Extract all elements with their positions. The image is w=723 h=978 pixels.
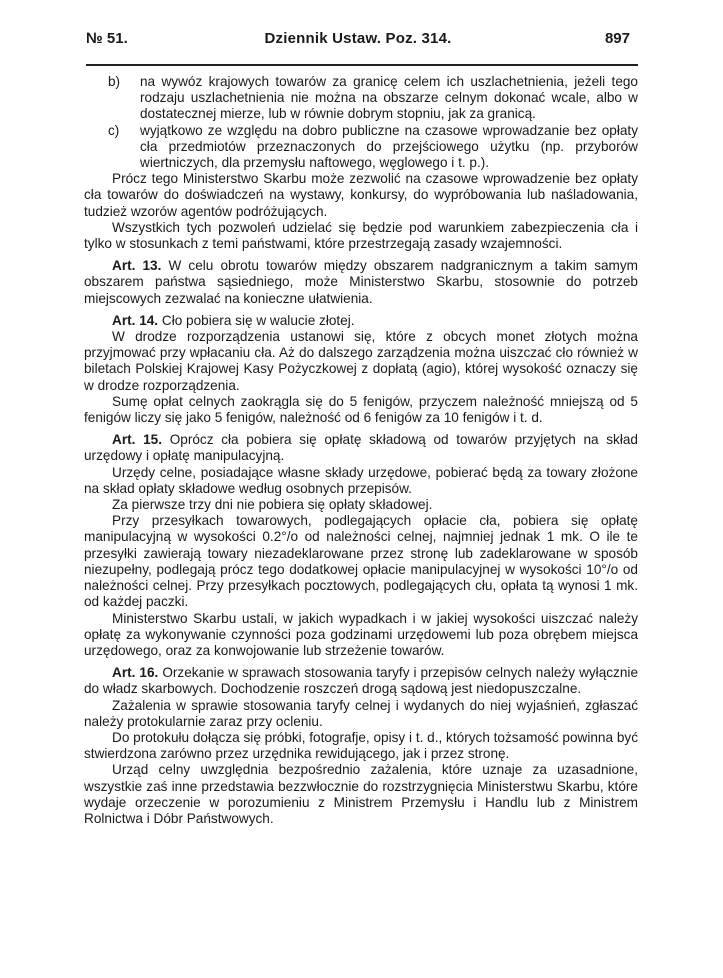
- article-label: Art. 15.: [112, 432, 162, 448]
- page-number: 897: [604, 30, 630, 47]
- list-item-c: [84, 123, 638, 172]
- header-divider: [86, 64, 638, 66]
- article-13: [84, 258, 638, 307]
- article-text: Cło pobiera się w walucie złotej.: [161, 312, 355, 328]
- article-label: Art. 13.: [112, 258, 162, 274]
- list-item-text: wyjątkowo ze względu na dobro publiczne na czasowe wprowadzanie bez opłaty cła przedmiotów przeznaczonych do przejściowego użytku (np. przyborów wiertniczych, dla przemysłu naftowego, węglowego i t. p.).: [140, 122, 638, 171]
- issue-number: № 51.: [86, 30, 128, 47]
- article-label: Art. 14.: [112, 312, 159, 328]
- paragraph: Za pierwsze trzy dni nie pobiera się opłaty składowej.: [112, 497, 433, 513]
- article-14: [84, 313, 638, 329]
- list-item-label: b): [108, 74, 121, 89]
- paragraph: Ministerstwo Skarbu ustali, w jakich wypadkach i w jakiej wysokości uiszczać należy opłatę za wykonywanie czynności poza godzinami urzędowemi lub poza obrębem miejsca urzędowego, oraz za konwojowanie lub strzeżenie towarów.: [84, 610, 638, 658]
- list-item-label: c): [108, 122, 120, 138]
- paragraph: Urzędy celne, posiadające własne składy urzędowe, pobierać będą za towary złożone na skład opłaty składowe według osobnych przepisów.: [84, 464, 638, 496]
- page-header: [86, 30, 630, 52]
- article-text: Oprócz cła pobiera się opłatę składową od towarów przyjętych na skład urzędowy i opłatę manipulacyjną.: [84, 432, 638, 464]
- paragraph: Wszystkich tych pozwoleń udzielać się będzie pod warunkiem zabezpieczenia cła i tylko w stosunkach z temi państwami, które przestrzegają zasady wzajemności.: [84, 219, 638, 252]
- paragraph: Sumę opłat celnych zaokrągla się do 5 fenigów, przyczem należność mniejszą od 5 fenigów liczy się jako 5 fenigów, należność od 6 fenigów za 10 fenigów i t. d.: [84, 393, 638, 426]
- paragraph: Przy przesyłkach towarowych, podlegających opłacie cła, pobiera się opłatę manipulacyjną w wysokości 0.2°/o od należności celnej, najmniej jednak 1 mk. O ile te przesyłki zawierają towary niezadeklarowane przez stronę lub zadeklarowane w sposób niezupełny, podlegają prócz tego dodatkowej opłacie manipulacyjnej w wysokości 10°/o od należności celnej. Przy przesyłkach pocztowych, podlegających cłu, opłata tą wynosi 1 mk. od każdej paczki.: [84, 513, 638, 610]
- article-label: Art. 16.: [112, 665, 159, 681]
- article-15: [84, 432, 638, 464]
- document-body: [84, 74, 638, 827]
- article-text: Orzekanie w sprawach stosowania taryfy i przepisów celnych należy wyłącznie do władz skarbowych. Dochodzenie roszczeń drogą sądową jest niedopuszczalne.: [84, 665, 638, 697]
- paragraph: W drodze rozporządzenia ustanowi się, które z obcych monet złotych można przyjmować przy wpłacaniu cła. Aż do dalszego zarządzenia można uiszczać cło również w biletach Polskiej Krajowej Kasy Pożyczkowej z dopłatą (agio), której wysokość oznaczy się w drodze rozporządzenia.: [84, 329, 638, 393]
- paragraph: Prócz tego Ministerstwo Skarbu może zezwolić na czasowe wprowadzenie bez opłaty cła towarów do doświadczeń na wystawy, konkursy, do wypróbowania lub naśladowania, tudzież wzorów agentów podróżujących.: [84, 171, 638, 219]
- article-text: W celu obrotu towarów między obszarem nadgranicznym a takim samym obszarem państwa sąsiedniego, może Ministerstwo Skarbu, stosownie do potrzeb miejscowych zezwalać na konieczne ułatwienia.: [84, 258, 638, 306]
- paragraph: Urząd celny uwzględnia bezpośrednio zażalenia, które uznaje za uzasadnione, wszystkie zaś inne przedstawia bezzwłocznie do rozstrzygnięcia Ministerstwu Skarbu, które wydaje orzeczenie w porozumieniu z Ministrem Przemysłu i Handlu lub z Ministrem Rolnictwa i Dóbr Państwowych.: [84, 762, 638, 826]
- article-16: [84, 665, 638, 697]
- journal-title: Dziennik Ustaw. Poz. 314.: [264, 30, 452, 47]
- list-item-text: na wywóz krajowych towarów za granicę celem ich uszlachetnienia, jeżeli tego rodzaju uszlachetnienia nie można na obszarze celnym dokonać wcale, albo w dostatecznej mierze, lub w równie dobrym stopniu, jak za granicą.: [140, 74, 638, 122]
- paragraph: Do protokułu dołącza się próbki, fotografje, opisy i t. d., których tożsamość powinna być stwierdzona zarówno przez urzędnika rewidującego, jak i przez stronę.: [84, 729, 638, 762]
- paragraph: Zażalenia w sprawie stosowania taryfy celnej i wydanych do niej wyjaśnień, zgłaszać należy protokularnie zaraz przy ocleniu.: [84, 697, 638, 729]
- list-item-b: [84, 74, 638, 123]
